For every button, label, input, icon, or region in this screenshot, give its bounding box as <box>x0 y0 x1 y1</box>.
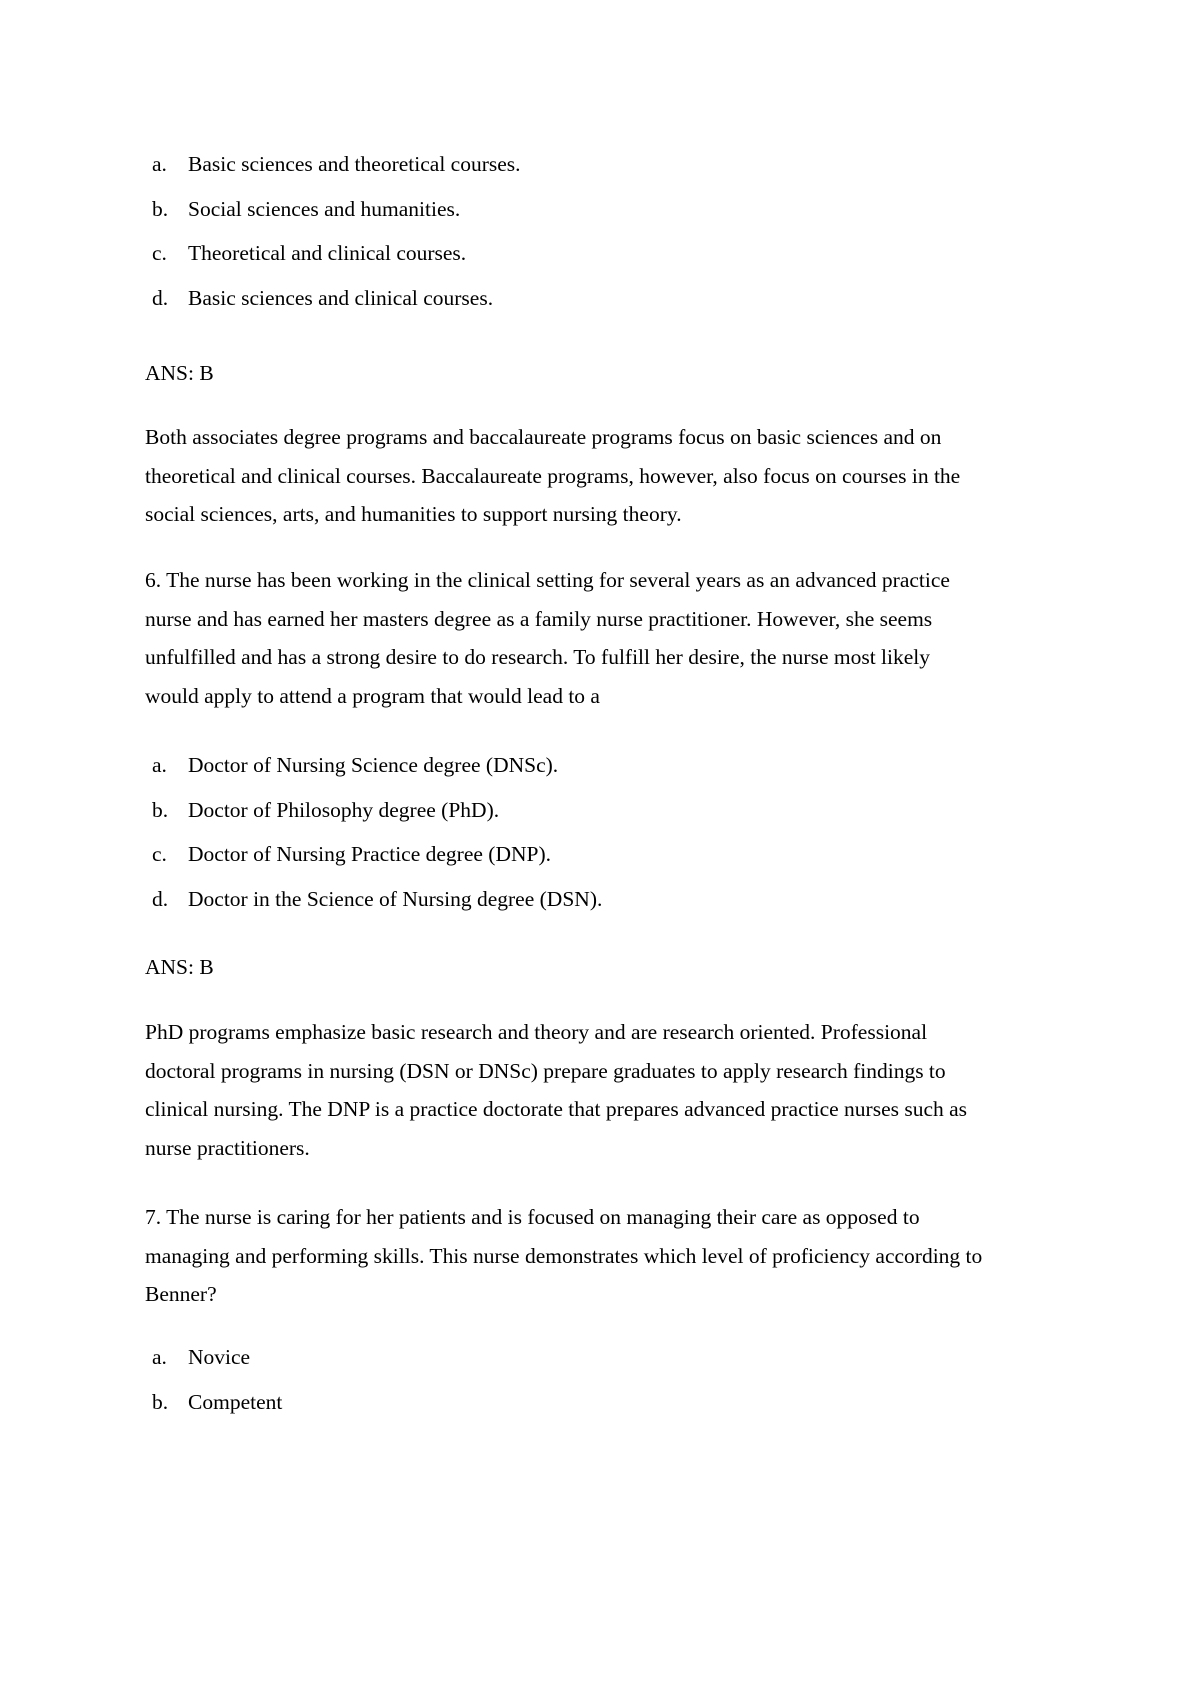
stem-line: nurse and has earned her masters degree as a family nurse practitioner. However, she seems <box>145 606 933 631</box>
q6-stem <box>145 561 1085 715</box>
q5-answer: ANS: B <box>145 361 214 385</box>
rationale-line: PhD programs emphasize basic research and theory and are research oriented. Professional <box>145 1020 928 1044</box>
option-letter: c. <box>152 241 167 265</box>
q5-option-a <box>152 151 1052 196</box>
q5-options <box>152 151 1052 329</box>
option-letter: d. <box>152 285 169 310</box>
rationale-line: nurse practitioners. <box>145 1135 310 1160</box>
q6-rationale <box>145 1013 1085 1167</box>
option-text: Basic sciences and theoretical courses. <box>188 152 521 176</box>
rationale-line: social sciences, arts, and humanities to support nursing theory. <box>145 502 682 527</box>
q7-option-a <box>152 1344 1052 1389</box>
q6-option-d <box>152 886 1052 931</box>
q6-answer: ANS: B <box>145 955 214 979</box>
q7-options <box>152 1344 1052 1433</box>
option-text: Theoretical and clinical courses. <box>188 241 467 265</box>
option-text: Basic sciences and clinical courses. <box>188 285 494 310</box>
option-text: Social sciences and humanities. <box>188 196 461 221</box>
option-letter: b. <box>152 1389 169 1414</box>
stem-line: 6. The nurse has been working in the clinical setting for several years as an advanced practice <box>145 568 950 592</box>
q7-option-b <box>152 1389 1052 1434</box>
option-letter: d. <box>152 886 169 911</box>
rationale-line: doctoral programs in nursing (DSN or DNSc) prepare graduates to apply research findings to <box>145 1058 946 1083</box>
option-text: Novice <box>188 1345 251 1369</box>
option-letter: a. <box>152 753 167 777</box>
rationale-line: Both associates degree programs and baccalaureate programs focus on basic sciences and on <box>145 425 942 449</box>
stem-line: managing and performing skills. This nurse demonstrates which level of proficiency according to <box>145 1243 983 1268</box>
option-letter: a. <box>152 1345 167 1369</box>
stem-line: unfulfilled and has a strong desire to do research. To fulfill her desire, the nurse most likely <box>145 645 931 670</box>
stem-line: 7. The nurse is caring for her patients and is focused on managing their care as opposed to <box>145 1205 920 1229</box>
q6-option-a <box>152 752 1052 797</box>
option-text: Doctor of Nursing Science degree (DNSc). <box>188 753 559 777</box>
q7-stem <box>145 1198 1085 1314</box>
q6-options <box>152 752 1052 930</box>
rationale-line: clinical nursing. The DNP is a practice doctorate that prepares advanced practice nurses such as <box>145 1097 968 1122</box>
rationale-line: theoretical and clinical courses. Baccalaureate programs, however, also focus on courses in the <box>145 463 961 488</box>
option-letter: a. <box>152 152 167 176</box>
option-text: Competent <box>188 1389 283 1414</box>
option-letter: b. <box>152 196 169 221</box>
option-text: Doctor of Nursing Practice degree (DNP). <box>188 842 551 866</box>
option-text: Doctor in the Science of Nursing degree (DSN). <box>188 886 603 911</box>
q6-option-c <box>152 841 1052 886</box>
option-letter: c. <box>152 842 167 866</box>
option-text: Doctor of Philosophy degree (PhD). <box>188 797 500 822</box>
q5-option-d <box>152 285 1052 330</box>
q5-option-b <box>152 196 1052 241</box>
option-letter: b. <box>152 797 169 822</box>
q6-option-b <box>152 797 1052 842</box>
q5-rationale <box>145 418 1085 534</box>
stem-line: would apply to attend a program that would lead to a <box>145 683 600 708</box>
stem-line: Benner? <box>145 1282 217 1307</box>
q5-option-c <box>152 240 1052 285</box>
